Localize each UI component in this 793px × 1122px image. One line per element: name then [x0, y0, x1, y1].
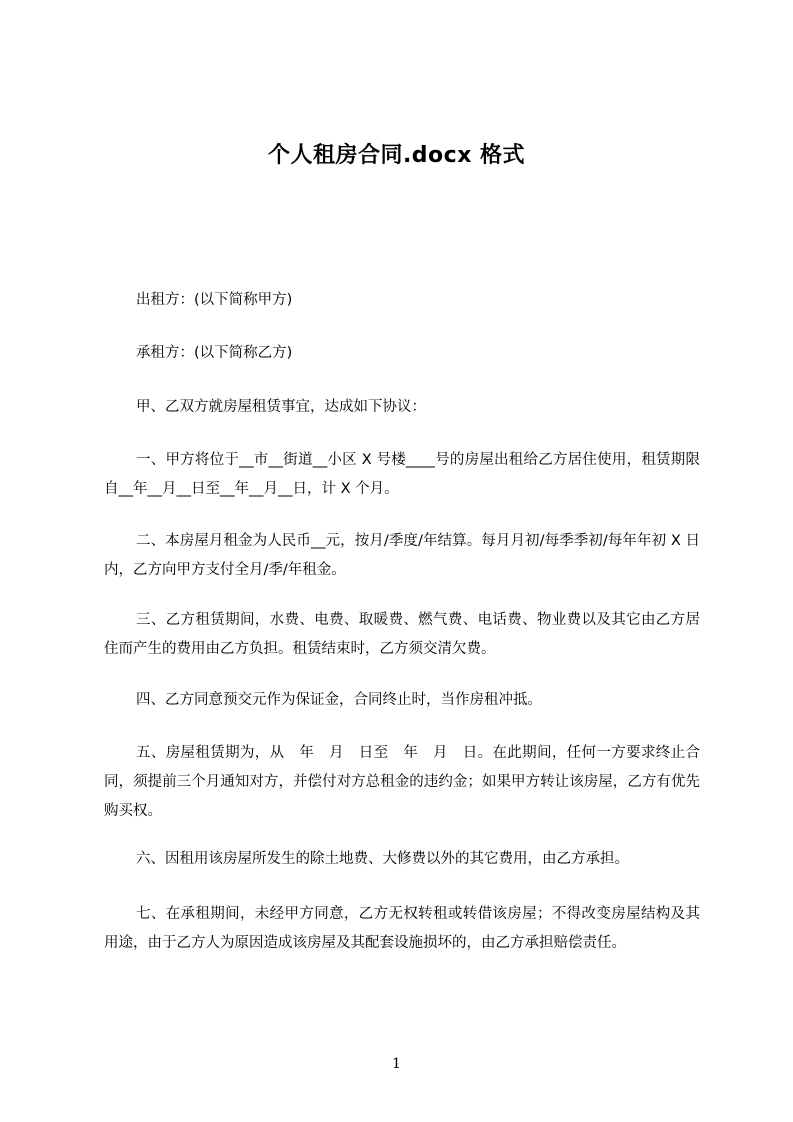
- paragraph-clause-3: 三、乙方租赁期间，水费、电费、取暖费、燃气费、电话费、物业费以及其它由乙方居住而产生的费用由乙方负担。租赁结束时，乙方须交清欠费。: [104, 612, 700, 657]
- paragraph-lessee: 承租方：(以下简称乙方): [136, 345, 293, 361]
- paragraph-clause-5: 五、房屋租赁期为，从 年 月 日至 年 月 日。在此期间，任何一方要求终止合同，须提前三个月通知对方，并偿付对方总租金的违约金；如果甲方转让该房屋，乙方有优先购买权。: [104, 745, 700, 819]
- paragraph-agreement-intro: 甲、乙双方就房屋租赁事宜，达成如下协议：: [136, 399, 426, 415]
- paragraph-clause-1: 一、甲方将位于__市__街道__小区 X 号楼____号的房屋出租给乙方居住使用，租赁期限自__年__月__日至__年__月__日，计 X 个月。: [104, 452, 700, 497]
- paragraph-clause-7: 七、在承租期间，未经甲方同意，乙方无权转租或转借该房屋；不得改变房屋结构及其用途，由于乙方人为原因造成该房屋及其配套设施损坏的，由乙方承担赔偿责任。: [104, 906, 700, 951]
- paragraph-lessor: 出租方：(以下简称甲方): [136, 292, 293, 308]
- paragraph-clause-2: 二、本房屋月租金为人民币__元，按月/季度/年结算。每月月初/每季季初/每年年初 X 日内，乙方向甲方支付全月/季/年租金。: [104, 533, 700, 578]
- paragraph-clause-4: 四、乙方同意预交元作为保证金，合同终止时，当作房租冲抵。: [136, 692, 542, 708]
- document-title: 个人租房合同.docx 格式: [267, 143, 526, 168]
- page-number: 1: [392, 1056, 401, 1072]
- paragraph-clause-6: 六、因租用该房屋所发生的除土地费、大修费以外的其它费用，由乙方承担。: [136, 851, 629, 867]
